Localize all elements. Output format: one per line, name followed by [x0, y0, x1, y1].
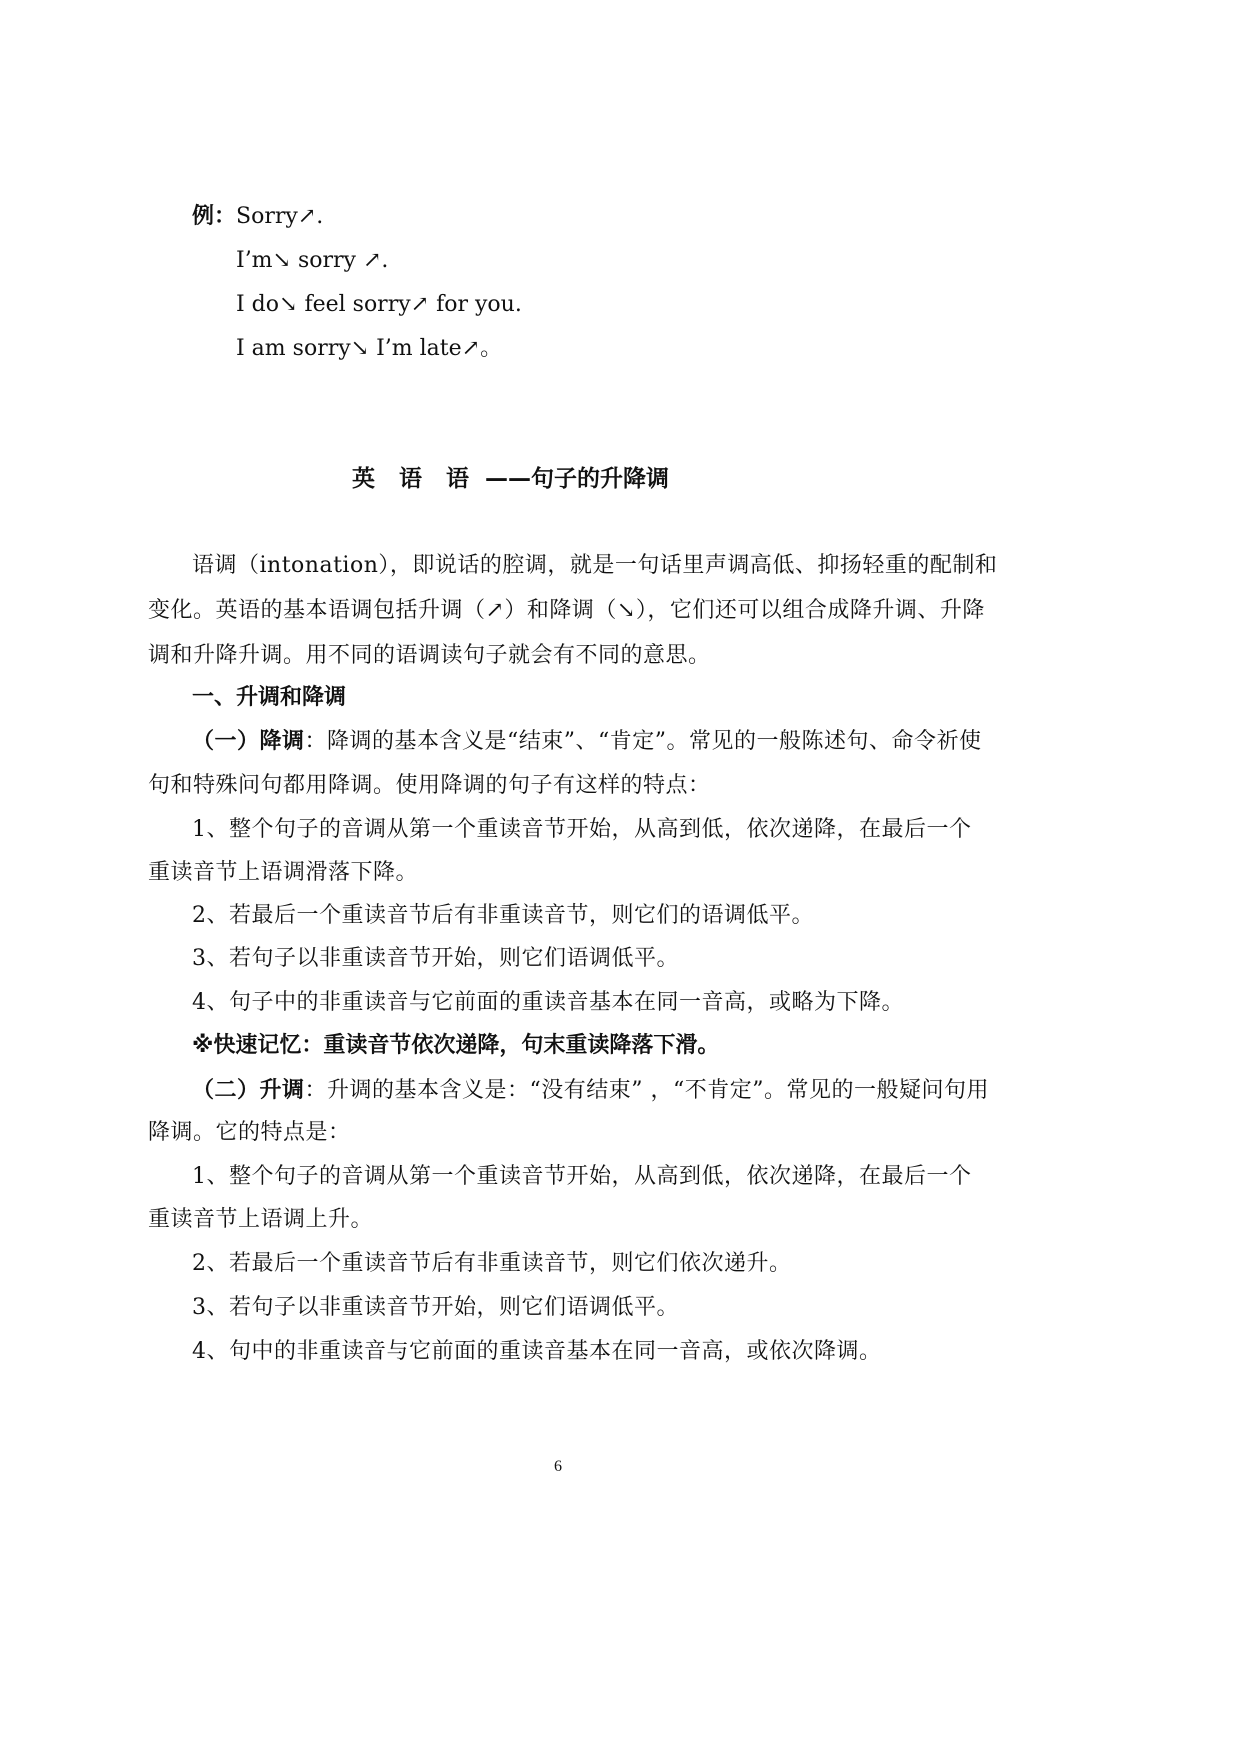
rising-line-2: 降调。它的特点是： [148, 1120, 351, 1145]
falling-point-1-cont: 重读音节上语调滑落下降。 [148, 860, 419, 885]
rising-text-1: ：升调的基本含义是：“没有结束” ，“不肯定”。常见的一般疑问句用 [304, 1078, 989, 1103]
rising-point-3: 3、若句子以非重读音节开始，则它们语调低平。 [192, 1295, 679, 1320]
example-sentence: Sorry↗. [236, 204, 324, 229]
rising-line-1 [192, 1076, 989, 1106]
falling-point-4: 4、句子中的非重读音与它前面的重读音基本在同一音高，或略为下降。 [192, 990, 904, 1015]
falling-point-2: 2、若最后一个重读音节后有非重读音节，则它们的语调低平。 [192, 903, 814, 928]
title-dash: —— [485, 466, 532, 492]
rising-point-4: 4、句中的非重读音与它前面的重读音基本在同一音高，或依次降调。 [192, 1339, 882, 1364]
example-label: 例： [192, 204, 237, 229]
title-sub: 句子的升降调 [531, 466, 670, 492]
example-line-2: I’m↘ sorry ↗. [236, 248, 389, 273]
falling-line-2: 句和特殊问句都用降调。使用降调的句子有这样的特点： [148, 773, 711, 798]
rising-point-1: 1、整个句子的音调从第一个重读音节开始，从高到低，依次递降，在最后一个 [192, 1164, 972, 1189]
rising-point-1-cont: 重读音节上语调上升。 [148, 1207, 374, 1232]
title-main: 英 语 语 [352, 466, 478, 492]
intro-line-1: 语调（intonation），即说话的腔调，就是一句话里声调高低、抑扬轻重的配制和 [192, 553, 998, 578]
falling-text-1: ：降调的基本含义是“结束”、“肯定”。常见的一般陈述句、命令祈使 [304, 729, 982, 754]
example-line-4: I am sorry↘ I’m late↗。 [236, 336, 503, 361]
section1-heading: 一、升调和降调 [192, 685, 347, 710]
section-title [352, 464, 669, 494]
page-number: 6 [554, 1458, 562, 1475]
falling-memo: ※快速记忆：重读音节依次递降，句末重读降落下滑。 [192, 1033, 720, 1058]
falling-point-3: 3、若句子以非重读音节开始，则它们语调低平。 [192, 946, 679, 971]
intro-line-2: 变化。英语的基本语调包括升调（↗）和降调（↘），它们还可以组合成降升调、升降 [148, 598, 985, 623]
falling-label: （一）降调 [192, 729, 305, 754]
falling-line-1 [192, 727, 982, 757]
rising-point-2: 2、若最后一个重读音节后有非重读音节，则它们依次递升。 [192, 1251, 792, 1276]
intro-line-3: 调和升降升调。用不同的语调读句子就会有不同的意思。 [148, 643, 711, 668]
example-line-1 [192, 202, 323, 232]
rising-label: （二）升调 [192, 1078, 305, 1103]
example-line-3: I do↘ feel sorry↗ for you. [236, 292, 522, 317]
falling-point-1: 1、整个句子的音调从第一个重读音节开始，从高到低，依次递降，在最后一个 [192, 817, 972, 842]
